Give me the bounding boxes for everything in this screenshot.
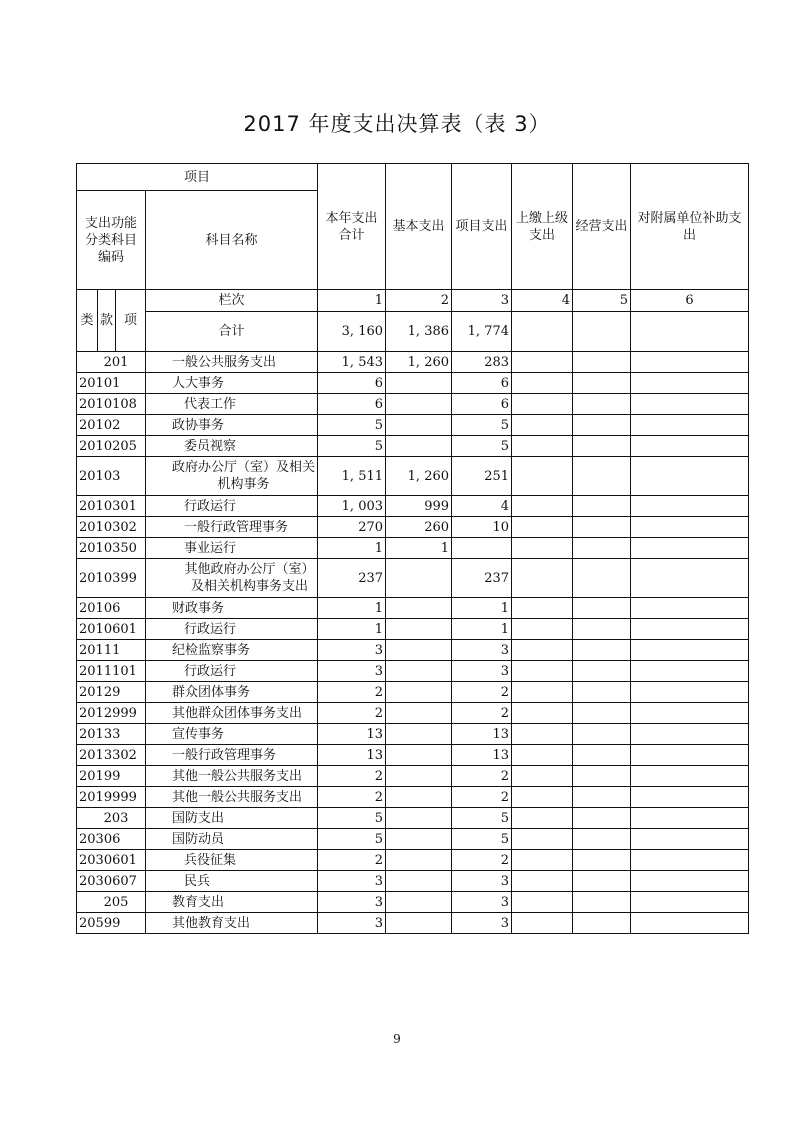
row-upper-value <box>512 745 573 766</box>
row-total-value: 1, 511 <box>318 457 386 496</box>
row-basic-value <box>386 829 452 850</box>
table-row <box>77 640 749 661</box>
column-index: 5 <box>573 290 631 312</box>
row-total-value: 3 <box>318 661 386 682</box>
row-upper-value <box>512 640 573 661</box>
row-business-value <box>573 394 631 415</box>
row-subsidy-value <box>631 661 749 682</box>
row-subject-name: 其他群众团体事务支出 <box>146 703 318 724</box>
row-subsidy-value <box>631 496 749 517</box>
row-business-value <box>573 436 631 457</box>
row-subsidy-value <box>631 787 749 808</box>
header-col-business: 经营支出 <box>573 164 631 290</box>
row-basic-value: 999 <box>386 496 452 517</box>
row-business-value <box>573 703 631 724</box>
row-subject-name: 事业运行 <box>146 538 318 559</box>
row-code: 2030601 <box>77 850 146 871</box>
row-total-value: 3 <box>318 640 386 661</box>
row-code: 2010399 <box>77 559 146 598</box>
row-basic-value <box>386 703 452 724</box>
row-subject-name: 国防动员 <box>146 829 318 850</box>
row-total-value: 2 <box>318 787 386 808</box>
total-label: 合计 <box>146 312 318 352</box>
row-code: 2010601 <box>77 619 146 640</box>
row-business-value <box>573 913 631 934</box>
row-subsidy-value <box>631 913 749 934</box>
row-subject-name: 其他政府办公厅（室）及相关机构事务支出 <box>146 559 318 598</box>
row-project-value: 6 <box>452 394 512 415</box>
row-subject-name: 宣传事务 <box>146 724 318 745</box>
header-col-basic: 基本支出 <box>386 164 452 290</box>
row-total-value: 2 <box>318 850 386 871</box>
row-business-value <box>573 496 631 517</box>
row-project-value: 2 <box>452 766 512 787</box>
row-code: 20199 <box>77 766 146 787</box>
row-project-value: 5 <box>452 829 512 850</box>
row-code: 20102 <box>77 415 146 436</box>
row-subsidy-value <box>631 703 749 724</box>
row-basic-value <box>386 892 452 913</box>
row-code: 201 <box>77 352 146 373</box>
total-value: 1, 774 <box>452 312 512 352</box>
row-upper-value <box>512 913 573 934</box>
row-business-value <box>573 724 631 745</box>
row-subsidy-value <box>631 871 749 892</box>
row-project-value: 283 <box>452 352 512 373</box>
row-subsidy-value <box>631 829 749 850</box>
row-project-value: 13 <box>452 745 512 766</box>
row-subsidy-value <box>631 724 749 745</box>
total-value: 1, 386 <box>386 312 452 352</box>
row-subsidy-value <box>631 640 749 661</box>
row-code: 20103 <box>77 457 146 496</box>
row-code: 2010302 <box>77 517 146 538</box>
table-row <box>77 724 749 745</box>
column-index: 2 <box>386 290 452 312</box>
header-col-upper: 上缴上级支出 <box>512 164 573 290</box>
row-basic-value <box>386 913 452 934</box>
row-project-value: 2 <box>452 703 512 724</box>
row-subject-name: 代表工作 <box>146 394 318 415</box>
header-kuan: 款 <box>98 290 116 352</box>
row-code: 203 <box>77 808 146 829</box>
row-basic-value <box>386 871 452 892</box>
row-upper-value <box>512 808 573 829</box>
table-row <box>77 496 749 517</box>
row-business-value <box>573 559 631 598</box>
expenditure-table <box>76 163 749 934</box>
row-project-value: 251 <box>452 457 512 496</box>
row-code: 205 <box>77 892 146 913</box>
row-total-value: 1, 543 <box>318 352 386 373</box>
row-code: 2011101 <box>77 661 146 682</box>
row-total-value: 6 <box>318 373 386 394</box>
column-index: 6 <box>631 290 749 312</box>
row-basic-value <box>386 787 452 808</box>
row-subsidy-value <box>631 352 749 373</box>
row-upper-value <box>512 829 573 850</box>
header-col-subsidy: 对附属单位补助支出 <box>631 164 749 290</box>
row-subject-name: 行政运行 <box>146 661 318 682</box>
row-code: 20106 <box>77 598 146 619</box>
row-total-value: 5 <box>318 436 386 457</box>
row-subject-name: 其他教育支出 <box>146 913 318 934</box>
row-upper-value <box>512 766 573 787</box>
row-subject-name: 纪检监察事务 <box>146 640 318 661</box>
row-basic-value <box>386 415 452 436</box>
table-row <box>77 373 749 394</box>
row-total-value: 13 <box>318 745 386 766</box>
row-subject-name: 一般行政管理事务 <box>146 745 318 766</box>
row-upper-value <box>512 787 573 808</box>
row-subject-name: 人大事务 <box>146 373 318 394</box>
header-lei: 类 <box>77 290 98 352</box>
table-row <box>77 745 749 766</box>
row-business-value <box>573 766 631 787</box>
row-subsidy-value <box>631 373 749 394</box>
table-row <box>77 808 749 829</box>
row-total-value: 2 <box>318 703 386 724</box>
row-basic-value <box>386 598 452 619</box>
row-total-value: 2 <box>318 682 386 703</box>
row-upper-value <box>512 661 573 682</box>
row-basic-value <box>386 640 452 661</box>
row-upper-value <box>512 415 573 436</box>
row-project-value: 5 <box>452 808 512 829</box>
row-total-value: 13 <box>318 724 386 745</box>
row-upper-value <box>512 598 573 619</box>
row-code: 2010350 <box>77 538 146 559</box>
table-row <box>77 661 749 682</box>
row-subsidy-value <box>631 457 749 496</box>
row-subject-name: 兵役征集 <box>146 850 318 871</box>
row-code: 2013302 <box>77 745 146 766</box>
total-value: 3, 160 <box>318 312 386 352</box>
row-subsidy-value <box>631 745 749 766</box>
row-total-value: 3 <box>318 871 386 892</box>
row-basic-value <box>386 682 452 703</box>
row-upper-value <box>512 619 573 640</box>
total-value <box>631 312 749 352</box>
row-upper-value <box>512 373 573 394</box>
row-code: 20129 <box>77 682 146 703</box>
row-subsidy-value <box>631 808 749 829</box>
row-subject-name: 财政事务 <box>146 598 318 619</box>
row-code: 20306 <box>77 829 146 850</box>
row-total-value: 3 <box>318 892 386 913</box>
total-value <box>573 312 631 352</box>
table-row <box>77 703 749 724</box>
row-basic-value <box>386 661 452 682</box>
row-project-value: 1 <box>452 619 512 640</box>
row-project-value: 2 <box>452 787 512 808</box>
table-row <box>77 892 749 913</box>
row-basic-value <box>386 724 452 745</box>
table-row <box>77 559 749 598</box>
row-upper-value <box>512 394 573 415</box>
row-subject-name: 政府办公厅（室）及相关机构事务 <box>146 457 318 496</box>
row-subsidy-value <box>631 436 749 457</box>
row-code: 20111 <box>77 640 146 661</box>
row-project-value: 3 <box>452 640 512 661</box>
row-project-value: 2 <box>452 682 512 703</box>
table-row <box>77 829 749 850</box>
row-code: 2010301 <box>77 496 146 517</box>
table-row <box>77 619 749 640</box>
row-total-value: 1 <box>318 619 386 640</box>
table-row <box>77 394 749 415</box>
row-project-value: 3 <box>452 871 512 892</box>
row-subject-name: 一般行政管理事务 <box>146 517 318 538</box>
row-total-value: 5 <box>318 415 386 436</box>
row-business-value <box>573 517 631 538</box>
row-subsidy-value <box>631 394 749 415</box>
row-total-value: 237 <box>318 559 386 598</box>
row-basic-value <box>386 745 452 766</box>
row-project-value: 3 <box>452 892 512 913</box>
row-subsidy-value <box>631 415 749 436</box>
row-business-value <box>573 850 631 871</box>
row-code: 20133 <box>77 724 146 745</box>
row-basic-value: 1, 260 <box>386 457 452 496</box>
total-value <box>512 312 573 352</box>
row-business-value <box>573 598 631 619</box>
row-business-value <box>573 415 631 436</box>
row-code: 2012999 <box>77 703 146 724</box>
row-subsidy-value <box>631 766 749 787</box>
row-total-value: 1, 003 <box>318 496 386 517</box>
row-upper-value <box>512 436 573 457</box>
header-subject-name: 科目名称 <box>146 191 318 290</box>
row-project-value: 3 <box>452 913 512 934</box>
row-business-value <box>573 808 631 829</box>
row-subject-name: 教育支出 <box>146 892 318 913</box>
row-business-value <box>573 892 631 913</box>
row-upper-value <box>512 703 573 724</box>
table-row <box>77 457 749 496</box>
page-number: 9 <box>393 1032 401 1046</box>
table-row <box>77 682 749 703</box>
row-subject-name: 群众团体事务 <box>146 682 318 703</box>
page-title: 2017 年度支出决算表（表 3） <box>243 112 551 136</box>
row-upper-value <box>512 559 573 598</box>
row-subsidy-value <box>631 892 749 913</box>
row-business-value <box>573 871 631 892</box>
row-code: 2010205 <box>77 436 146 457</box>
column-index: 4 <box>512 290 573 312</box>
row-upper-value <box>512 871 573 892</box>
row-total-value: 2 <box>318 766 386 787</box>
table-row <box>77 766 749 787</box>
row-total-value: 5 <box>318 808 386 829</box>
row-subject-name: 行政运行 <box>146 619 318 640</box>
row-subsidy-value <box>631 517 749 538</box>
row-project-value: 2 <box>452 850 512 871</box>
header-col-project: 项目支出 <box>452 164 512 290</box>
column-index: 3 <box>452 290 512 312</box>
row-business-value <box>573 745 631 766</box>
row-project-value: 10 <box>452 517 512 538</box>
row-subsidy-value <box>631 559 749 598</box>
row-basic-value: 1 <box>386 538 452 559</box>
row-business-value <box>573 457 631 496</box>
row-subject-name: 政协事务 <box>146 415 318 436</box>
row-code: 20599 <box>77 913 146 934</box>
row-total-value: 1 <box>318 538 386 559</box>
row-subsidy-value <box>631 619 749 640</box>
row-subject-name: 委员视察 <box>146 436 318 457</box>
row-business-value <box>573 640 631 661</box>
row-basic-value: 260 <box>386 517 452 538</box>
row-subsidy-value <box>631 850 749 871</box>
header-code-group: 支出功能分类科目编码 <box>77 191 146 290</box>
row-subject-name: 国防支出 <box>146 808 318 829</box>
column-index-label: 栏次 <box>146 290 318 312</box>
row-total-value: 270 <box>318 517 386 538</box>
table-row <box>77 871 749 892</box>
row-basic-value <box>386 373 452 394</box>
row-basic-value <box>386 619 452 640</box>
table-row <box>77 517 749 538</box>
row-business-value <box>573 682 631 703</box>
row-basic-value <box>386 394 452 415</box>
row-total-value: 5 <box>318 829 386 850</box>
row-code: 2010108 <box>77 394 146 415</box>
row-business-value <box>573 373 631 394</box>
row-subject-name: 一般公共服务支出 <box>146 352 318 373</box>
table-row <box>77 850 749 871</box>
row-project-value: 6 <box>452 373 512 394</box>
row-upper-value <box>512 352 573 373</box>
table-row <box>77 538 749 559</box>
row-code: 2019999 <box>77 787 146 808</box>
row-upper-value <box>512 850 573 871</box>
table-row <box>77 598 749 619</box>
header-project: 项目 <box>77 164 318 191</box>
table-row <box>77 352 749 373</box>
row-project-value: 237 <box>452 559 512 598</box>
row-total-value: 3 <box>318 913 386 934</box>
column-index: 1 <box>318 290 386 312</box>
row-basic-value <box>386 559 452 598</box>
row-upper-value <box>512 517 573 538</box>
row-project-value: 4 <box>452 496 512 517</box>
row-business-value <box>573 829 631 850</box>
row-business-value <box>573 661 631 682</box>
row-business-value <box>573 538 631 559</box>
table-row <box>77 436 749 457</box>
row-upper-value <box>512 496 573 517</box>
header-xiang: 项 <box>116 290 146 352</box>
table-row <box>77 415 749 436</box>
row-upper-value <box>512 724 573 745</box>
row-basic-value <box>386 808 452 829</box>
row-subject-name: 其他一般公共服务支出 <box>146 766 318 787</box>
row-subsidy-value <box>631 598 749 619</box>
row-basic-value <box>386 436 452 457</box>
row-upper-value <box>512 538 573 559</box>
row-code: 2030607 <box>77 871 146 892</box>
row-upper-value <box>512 892 573 913</box>
row-basic-value <box>386 850 452 871</box>
row-project-value: 5 <box>452 415 512 436</box>
row-project-value: 13 <box>452 724 512 745</box>
header-col-total: 本年支出合计 <box>318 164 386 290</box>
row-business-value <box>573 352 631 373</box>
row-basic-value <box>386 766 452 787</box>
row-upper-value <box>512 457 573 496</box>
row-subject-name: 其他一般公共服务支出 <box>146 787 318 808</box>
table-row <box>77 913 749 934</box>
row-subject-name: 民兵 <box>146 871 318 892</box>
row-total-value: 6 <box>318 394 386 415</box>
row-code: 20101 <box>77 373 146 394</box>
row-subsidy-value <box>631 538 749 559</box>
row-project-value: 3 <box>452 661 512 682</box>
row-subject-name: 行政运行 <box>146 496 318 517</box>
row-project-value <box>452 538 512 559</box>
row-total-value: 1 <box>318 598 386 619</box>
row-basic-value: 1, 260 <box>386 352 452 373</box>
row-business-value <box>573 619 631 640</box>
row-project-value: 1 <box>452 598 512 619</box>
table-row <box>77 787 749 808</box>
row-business-value <box>573 787 631 808</box>
row-upper-value <box>512 682 573 703</box>
row-project-value: 5 <box>452 436 512 457</box>
row-subsidy-value <box>631 682 749 703</box>
